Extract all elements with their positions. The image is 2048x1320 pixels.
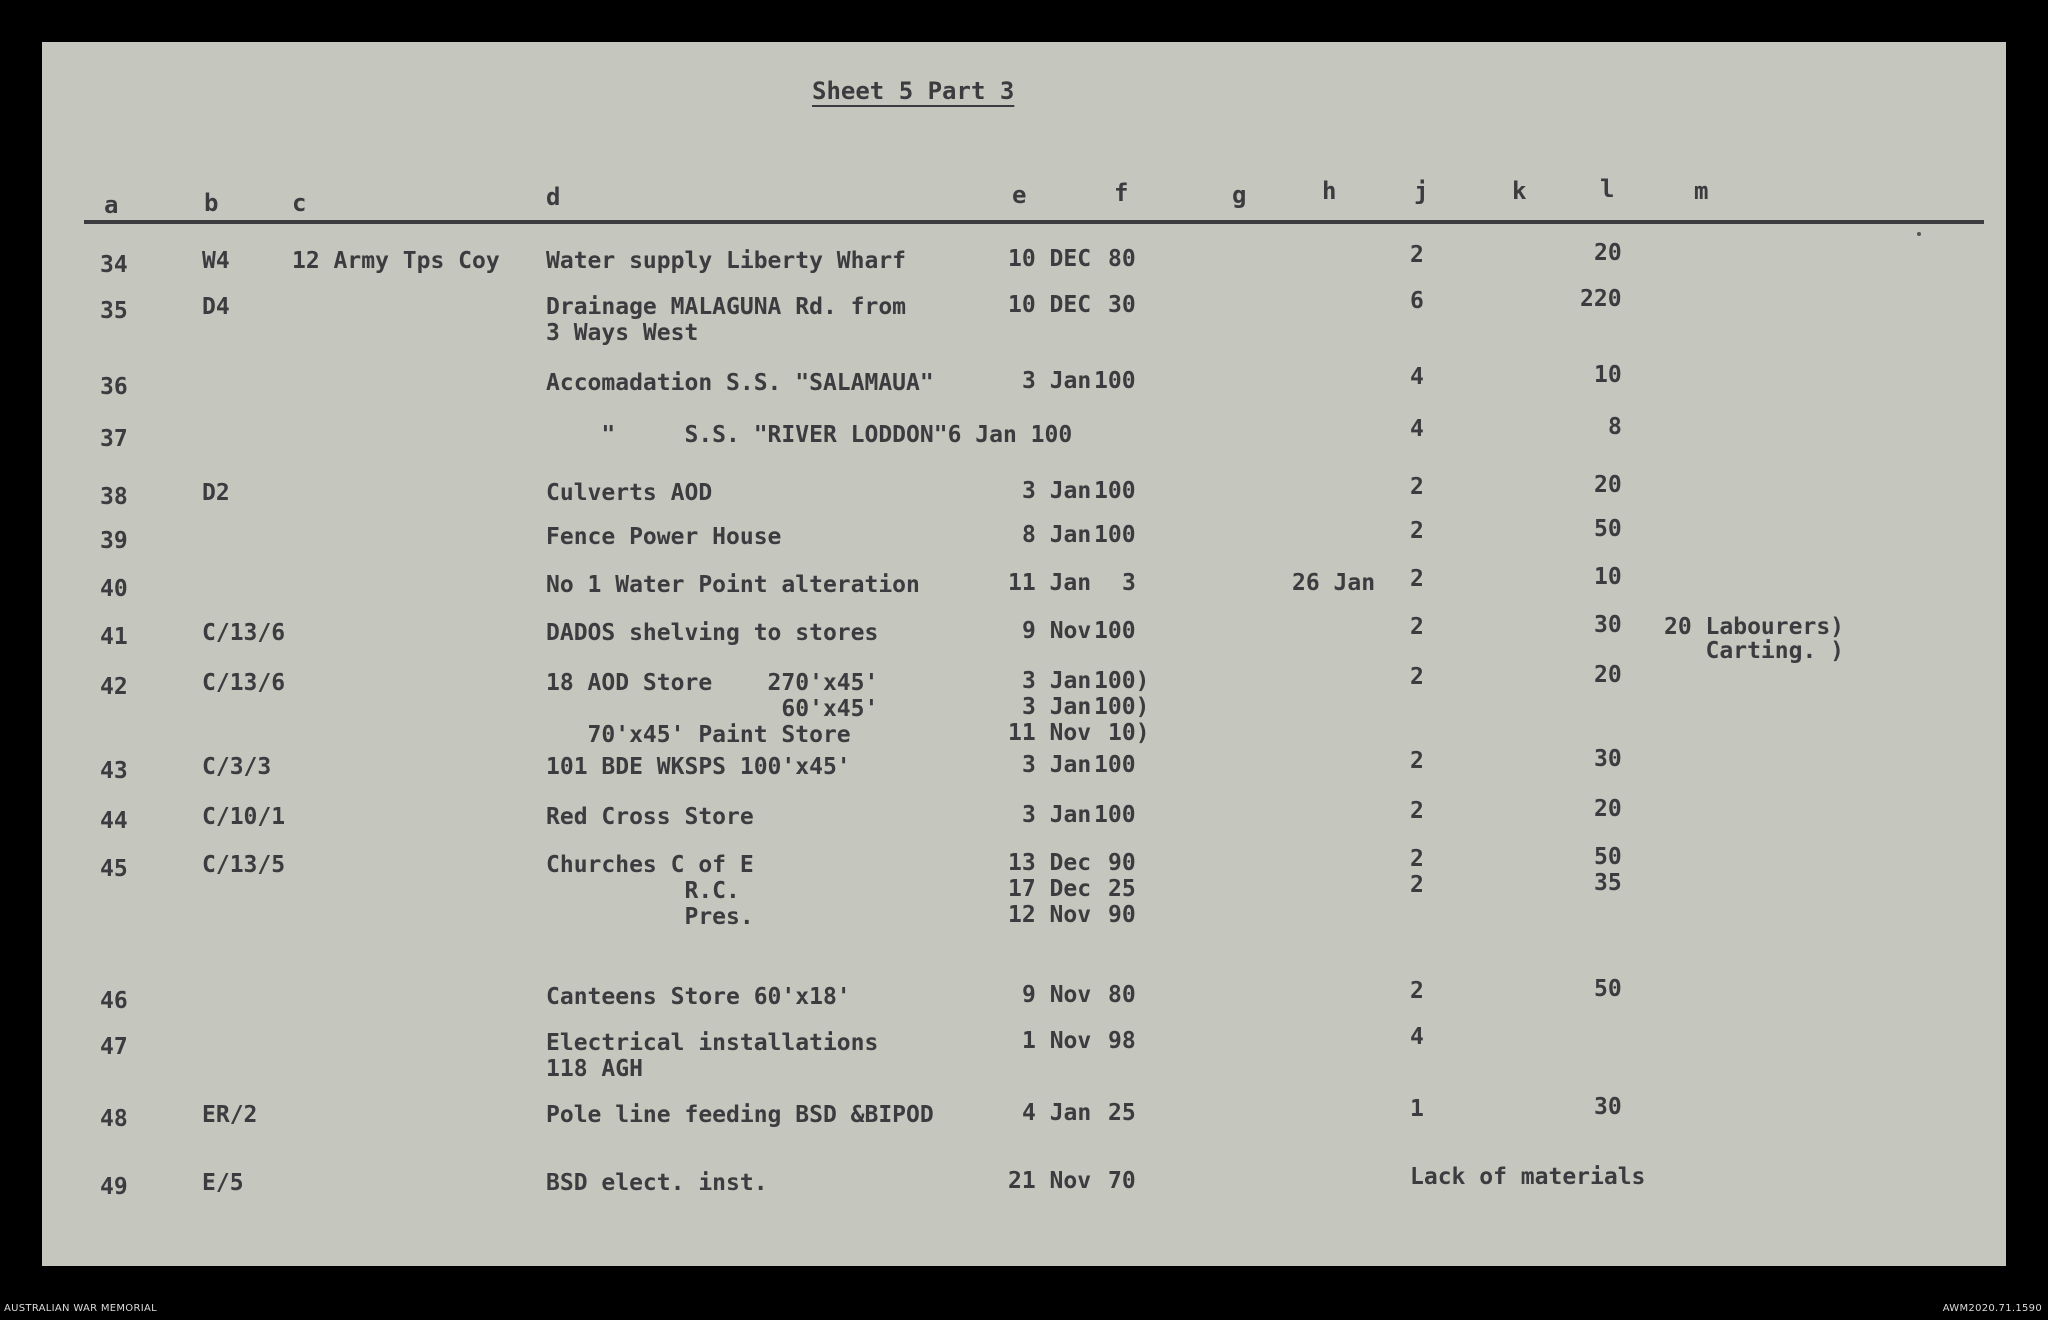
start-date: 3 Jan [1022, 694, 1092, 720]
column-j-value: 2 [1410, 846, 1424, 872]
start-date: 3 Jan [1022, 478, 1092, 504]
percent-complete: 70 [1108, 1168, 1136, 1194]
document-page [42, 42, 2006, 1266]
paper-mark [1917, 232, 1921, 236]
start-date: 13 Dec [1008, 850, 1092, 876]
completion-date: 26 Jan [1292, 570, 1376, 596]
page-title: Sheet 5 Part 3 [812, 77, 1015, 105]
row-number: 43 [100, 758, 128, 784]
percent-complete: 100 [1094, 752, 1136, 778]
task-description: Pole line feeding BSD &BIPOD [546, 1102, 934, 1128]
column-header-f: f [1114, 179, 1129, 207]
row-number: 39 [100, 528, 128, 554]
start-date: 11 Jan [1008, 570, 1092, 596]
column-header-e: e [1012, 181, 1027, 209]
row-number: 47 [100, 1034, 128, 1060]
column-l-value: 50 [1594, 976, 1622, 1002]
reference-code: C/13/6 [202, 620, 286, 646]
column-j-value: 4 [1410, 364, 1424, 390]
percent-complete: 25 [1108, 1100, 1136, 1126]
task-description: 70'x45' Paint Store [546, 722, 851, 748]
row-number: 35 [100, 298, 128, 324]
row-number: 34 [100, 252, 128, 278]
column-l-value: 10 [1594, 564, 1622, 590]
percent-complete: 3 [1122, 570, 1136, 596]
column-header-j: j [1414, 177, 1429, 205]
percent-complete: 25 [1108, 876, 1136, 902]
percent-complete: 80 [1108, 246, 1136, 272]
row-number: 48 [100, 1106, 128, 1132]
task-description: Churches C of E [546, 852, 754, 878]
start-date: 11 Nov [1008, 720, 1092, 746]
column-j-value: 2 [1410, 798, 1424, 824]
column-header-l: l [1600, 175, 1615, 203]
column-l-value: 20 [1594, 240, 1622, 266]
start-date: 4 Jan [1022, 1100, 1092, 1126]
column-l-value: 30 [1594, 746, 1622, 772]
column-j-value: 4 [1410, 1024, 1424, 1050]
unit-name: 12 Army Tps Coy [292, 248, 500, 274]
remarks: Carting. ) [1664, 638, 1845, 664]
start-date: 12 Nov [1008, 902, 1092, 928]
column-j-value: 2 [1410, 872, 1424, 898]
start-date: 9 Nov [1022, 618, 1092, 644]
column-j-value: 2 [1410, 978, 1424, 1004]
start-date: 3 Jan [1022, 802, 1092, 828]
column-l-value: 30 [1594, 612, 1622, 638]
start-date: 17 Dec [1008, 876, 1092, 902]
percent-complete: 100 [1094, 368, 1136, 394]
column-j-value: 2 [1410, 614, 1424, 640]
percent-complete: 100 [1094, 802, 1136, 828]
start-date: 10 DEC [1008, 246, 1092, 272]
start-date: 1 Nov [1022, 1028, 1092, 1054]
task-description: Electrical installations [546, 1030, 879, 1056]
task-description: 118 AGH [546, 1056, 643, 1082]
percent-complete: 90 [1108, 902, 1136, 928]
task-description: 101 BDE WKSPS 100'x45' [546, 754, 851, 780]
reference-code: C/13/6 [202, 670, 286, 696]
start-date: 21 Nov [1008, 1168, 1092, 1194]
column-j-value: 2 [1410, 664, 1424, 690]
column-l-value: 8 [1608, 414, 1622, 440]
start-date: 3 Jan [1022, 752, 1092, 778]
column-j-value: 4 [1410, 416, 1424, 442]
row-number: 42 [100, 674, 128, 700]
row-number: 40 [100, 576, 128, 602]
column-l-value: 10 [1594, 362, 1622, 388]
percent-complete: 100 [1094, 522, 1136, 548]
task-description: 60'x45' [546, 696, 879, 722]
column-l-value: 50 [1594, 844, 1622, 870]
reference-code: E/5 [202, 1170, 244, 1196]
column-l-value: 20 [1594, 662, 1622, 688]
start-date: 9 Nov [1022, 982, 1092, 1008]
task-description: Culverts AOD [546, 480, 713, 506]
footer-credit-left: AUSTRALIAN WAR MEMORIAL [4, 1303, 157, 1314]
percent-complete: 98 [1108, 1028, 1136, 1054]
reference-code: ER/2 [202, 1102, 258, 1128]
start-date: 3 Jan [1022, 668, 1092, 694]
task-description: Accomadation S.S. "SALAMAUA" [546, 370, 934, 396]
column-header-k: k [1512, 177, 1527, 205]
column-header-h: h [1322, 177, 1337, 205]
column-j-value: 2 [1410, 748, 1424, 774]
task-description: DADOS shelving to stores [546, 620, 879, 646]
task-description: No 1 Water Point alteration [546, 572, 920, 598]
task-description: BSD elect. inst. [546, 1170, 768, 1196]
column-l-value: 35 [1594, 870, 1622, 896]
row-number: 46 [100, 988, 128, 1014]
task-description: " S.S. "RIVER LODDON"6 Jan 100 [546, 422, 1073, 448]
row-number: 41 [100, 624, 128, 650]
reference-code: C/3/3 [202, 754, 272, 780]
column-header-g: g [1232, 181, 1247, 209]
task-description: R.C. [546, 878, 740, 904]
header-rule [84, 220, 1984, 224]
column-j-value: 2 [1410, 242, 1424, 268]
column-l-value: 20 [1594, 796, 1622, 822]
remarks: 20 Labourers) [1664, 614, 1845, 640]
column-j-value: 2 [1410, 474, 1424, 500]
percent-complete: 100 [1094, 478, 1136, 504]
column-header-c: c [292, 189, 307, 217]
column-header-a: a [104, 191, 119, 219]
task-description: Red Cross Store [546, 804, 754, 830]
percent-complete: 30 [1108, 292, 1136, 318]
column-j-value: 2 [1410, 566, 1424, 592]
column-l-value: 220 [1580, 286, 1622, 312]
column-header-b: b [204, 189, 219, 217]
row-number: 38 [100, 484, 128, 510]
reference-code: W4 [202, 248, 230, 274]
column-j-value: Lack of materials [1410, 1164, 1646, 1190]
reference-code: C/13/5 [202, 852, 286, 878]
column-l-value: 30 [1594, 1094, 1622, 1120]
reference-code: C/10/1 [202, 804, 286, 830]
task-description: Fence Power House [546, 524, 782, 550]
column-j-value: 6 [1410, 288, 1424, 314]
start-date: 8 Jan [1022, 522, 1092, 548]
percent-complete: 100) [1094, 668, 1150, 694]
row-number: 36 [100, 374, 128, 400]
task-description: Water supply Liberty Wharf [546, 248, 907, 274]
row-number: 49 [100, 1174, 128, 1200]
percent-complete: 80 [1108, 982, 1136, 1008]
percent-complete: 100) [1094, 694, 1150, 720]
reference-code: D4 [202, 294, 230, 320]
start-date: 10 DEC [1008, 292, 1092, 318]
percent-complete: 90 [1108, 850, 1136, 876]
task-description: Drainage MALAGUNA Rd. from [546, 294, 907, 320]
reference-code: D2 [202, 480, 230, 506]
task-description: 18 AOD Store 270'x45' [546, 670, 879, 696]
row-number: 37 [100, 426, 128, 452]
percent-complete: 100 [1094, 618, 1136, 644]
start-date: 3 Jan [1022, 368, 1092, 394]
footer-accession-number: AWM2020.71.1590 [1942, 1303, 2042, 1314]
column-header-d: d [546, 183, 561, 211]
row-number: 45 [100, 856, 128, 882]
column-header-m: m [1694, 177, 1709, 205]
column-l-value: 50 [1594, 516, 1622, 542]
task-description: Pres. [546, 904, 754, 930]
task-description: Canteens Store 60'x18' [546, 984, 851, 1010]
row-number: 44 [100, 808, 128, 834]
column-j-value: 2 [1410, 518, 1424, 544]
column-j-value: 1 [1410, 1096, 1424, 1122]
task-description: 3 Ways West [546, 320, 699, 346]
percent-complete: 10) [1108, 720, 1150, 746]
column-l-value: 20 [1594, 472, 1622, 498]
